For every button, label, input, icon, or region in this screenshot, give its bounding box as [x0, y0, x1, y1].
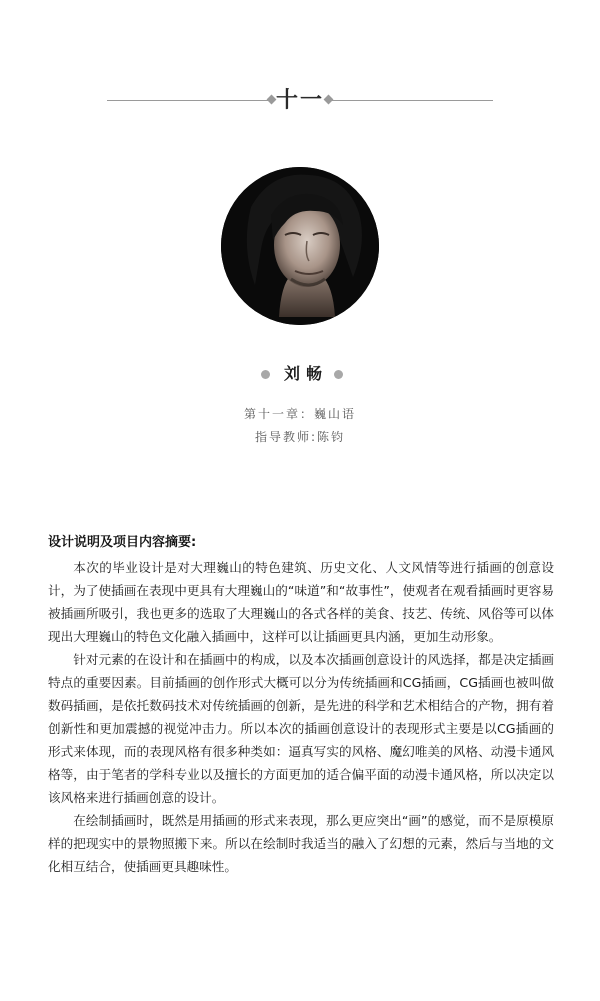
- left-dot-ornament: [261, 370, 270, 379]
- portrait-illustration: [221, 167, 379, 325]
- right-divider-line: [332, 100, 493, 101]
- chapter-header: [0, 84, 600, 118]
- right-dot-ornament: [334, 370, 343, 379]
- author-name: 刘畅: [283, 364, 328, 383]
- summary-paragraph: 本次的毕业设计是对大理巍山的特色建筑、历史文化、人文风情等进行插画的创意设计，为了使插画在表现中更具有大理巍山的“味道”和“故事性”，使观者在观看插画时更容易被插画所吸引，我也更多的选取了大理巍山的各式各样的美食、技艺、传统、风俗等可以体现出大理巍山的特色文化融入插画中，这样可以让插画更具内涵，更加生动形象。: [48, 560, 554, 644]
- summary-paragraph: 在绘制插画时，既然是用插画的形式来表现，那么更应突出“画”的感觉，而不是原模原样的把现实中的景物照搬下来。所以在绘制时我适当的融入了幻想的元素，然后与当地的文化相互结合，使插画更具趣味性。: [48, 813, 554, 874]
- chapter-number: 十一: [276, 88, 325, 113]
- author-portrait-photo: [221, 167, 379, 325]
- advisor-line: 指导教师:陈钧: [254, 430, 346, 444]
- summary-heading: 设计说明及项目内容摘要:: [48, 535, 197, 550]
- summary-paragraph: 针对元素的在设计和在插画中的构成，以及本次插画创意设计的风选择，都是决定插画特点的重要因素。目前插画的创作形式大概可以分为传统插画和CG插画，CG插画也被叫做数码插画，是依托数码技术对传统插画的创新，是先进的科学和艺术相结合的产物，拥有着创新性和更加震撼的视觉冲击力。所以本次的插画创意设计的表现形式主要是以CG插画的形式来体现，而的表现风格有很多种类如：逼真写实的风格、魔幻唯美的风格、动漫卡通风格等，由于笔者的学科专业以及擅长的方面更加的适合偏平面的动漫卡通风格，所以决定以该风格来进行插画创意的设计。: [48, 652, 554, 805]
- left-diamond-ornament: [267, 95, 277, 105]
- left-divider-line: [107, 100, 269, 101]
- author-name-row: [0, 360, 600, 388]
- project-summary: [48, 532, 554, 878]
- chapter-title: 第十一章：巍山语: [243, 407, 356, 421]
